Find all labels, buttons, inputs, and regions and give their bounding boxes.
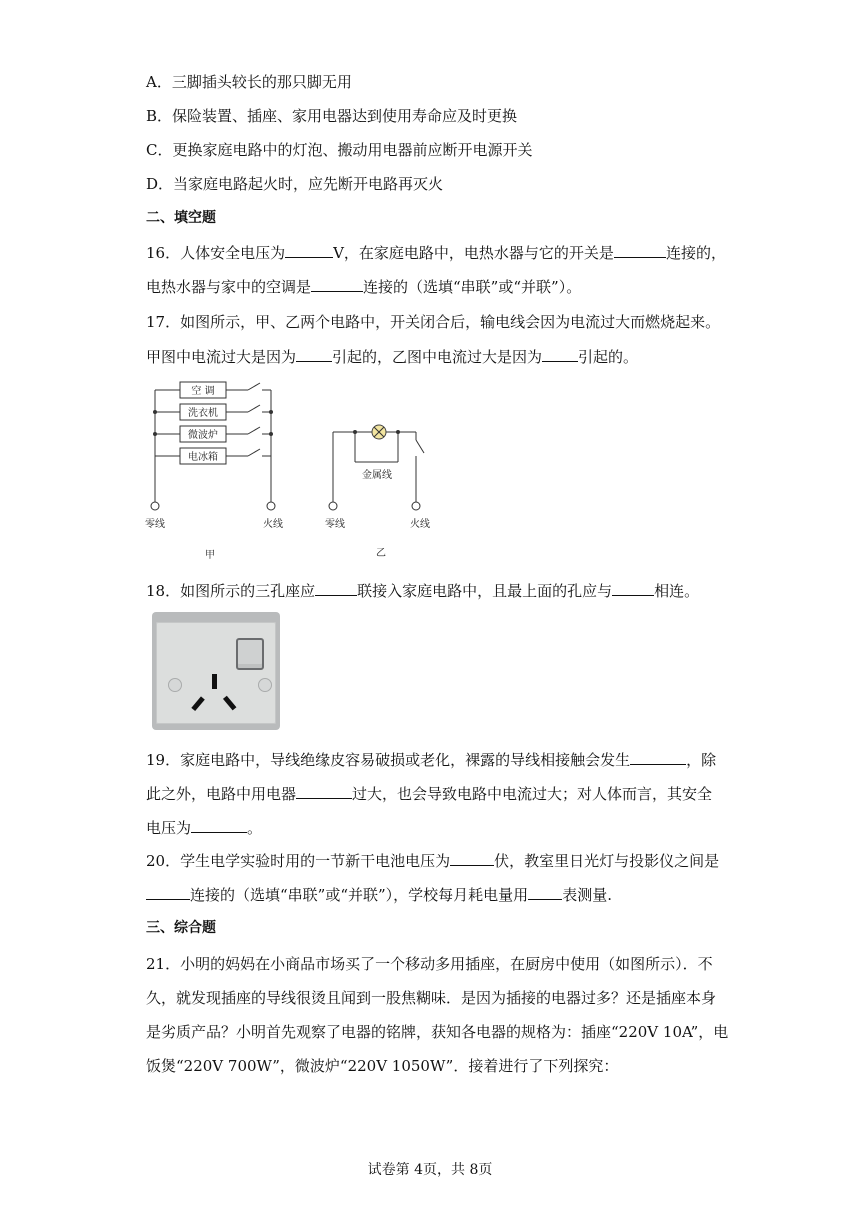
appliance-label: 微波炉 bbox=[188, 430, 218, 441]
appliance-label: 电冰箱 bbox=[188, 452, 218, 463]
screw-icon bbox=[168, 678, 182, 692]
question-19-line-1: 19．家庭电路中，导线绝缘皮容易破损或老化，裸露的导线相接触会发生 ，除 bbox=[146, 751, 717, 769]
question-21-line-2: 久，就发现插座的导线很烫且闻到一股焦糊味．是因为插接的电器过多？还是插座本身 bbox=[146, 989, 717, 1007]
live-wire-label: 火线 bbox=[410, 519, 430, 530]
answer-blank[interactable] bbox=[450, 850, 494, 866]
option-b: B．保险装置、插座、家用电器达到使用寿命应及时更换 bbox=[146, 107, 518, 125]
question-16-line-2: 电热水器与家中的空调是 连接的（选填“串联”或“并联”）。 bbox=[146, 278, 582, 296]
answer-blank[interactable] bbox=[296, 783, 352, 799]
page-footer: 试卷第 4页，共 8页 bbox=[367, 1162, 493, 1178]
answer-blank[interactable] bbox=[612, 580, 654, 596]
question-16-line-1: 16．人体安全电压为 V，在家庭电路中，电热水器与它的开关是 连接的， bbox=[146, 244, 726, 262]
metal-wire-label: 金属线 bbox=[362, 470, 392, 481]
question-19-line-2: 此之外，电路中用电器 过大，也会导致电路中电流过大；对人体而言，其安全 bbox=[146, 785, 713, 803]
section-heading-comprehensive: 三、综合题 bbox=[146, 920, 216, 936]
question-17-line-2: 甲图中电流过大是因为 引起的，乙图中电流过大是因为 引起的。 bbox=[146, 348, 639, 366]
answer-blank[interactable] bbox=[285, 242, 333, 258]
question-17-line-1: 17．如图所示，甲、乙两个电路中，开关闭合后，输电线会因为电流过大而燃烧起来。 bbox=[146, 313, 721, 331]
appliance-label: 洗衣机 bbox=[188, 408, 218, 419]
figure-label-jia: 甲 bbox=[205, 550, 215, 561]
question-19-line-3: 电压为 。 bbox=[146, 819, 263, 837]
question-21-line-4: 饭煲“220V 700W”，微波炉“220V 1050W”．接着进行了下列探究： bbox=[146, 1057, 619, 1075]
screw-icon bbox=[258, 678, 272, 692]
answer-blank[interactable] bbox=[614, 242, 666, 258]
question-21-line-3: 是劣质产品？小明首先观察了电器的铭牌，获知各电器的规格为：插座“220V 10A”，电 bbox=[146, 1023, 729, 1041]
live-wire-label: 火线 bbox=[263, 519, 283, 530]
socket-switch bbox=[236, 638, 264, 670]
appliance-label: 空 调 bbox=[191, 386, 215, 397]
answer-blank[interactable] bbox=[296, 346, 332, 362]
section-heading-fill-blank: 二、填空题 bbox=[146, 210, 216, 226]
question-20-line-1: 20．学生电学实验时用的一节新干电池电压为 伏，教室里日光灯与投影仪之间是 bbox=[146, 852, 720, 870]
answer-blank[interactable] bbox=[630, 749, 686, 765]
answer-blank[interactable] bbox=[542, 346, 578, 362]
three-pin-socket-image bbox=[152, 612, 280, 730]
answer-blank[interactable] bbox=[191, 817, 247, 833]
circuit-figure-17 bbox=[140, 374, 440, 566]
neutral-wire-label: 零线 bbox=[325, 519, 345, 530]
answer-blank[interactable] bbox=[311, 276, 363, 292]
question-20-line-2: 连接的（选填“串联”或“并联”），学校每月耗电量用 表测量. bbox=[146, 884, 612, 905]
answer-blank[interactable] bbox=[528, 884, 562, 900]
answer-blank[interactable] bbox=[146, 884, 190, 900]
option-c: C．更换家庭电路中的灯泡、搬动用电器前应断开电源开关 bbox=[146, 141, 533, 159]
question-18: 18．如图所示的三孔座应 联接入家庭电路中，且最上面的孔应与 相连。 bbox=[146, 582, 700, 600]
figure-label-yi: 乙 bbox=[376, 548, 386, 559]
option-a: A．三脚插头较长的那只脚无用 bbox=[146, 73, 352, 91]
answer-blank[interactable] bbox=[315, 580, 357, 596]
option-d: D．当家庭电路起火时，应先断开电路再灭火 bbox=[146, 175, 444, 193]
question-21-line-1: 21．小明的妈妈在小商品市场买了一个移动多用插座，在厨房中使用（如图所示）．不 bbox=[146, 955, 713, 973]
neutral-wire-label: 零线 bbox=[145, 519, 165, 530]
socket-holes-icon bbox=[186, 668, 246, 720]
